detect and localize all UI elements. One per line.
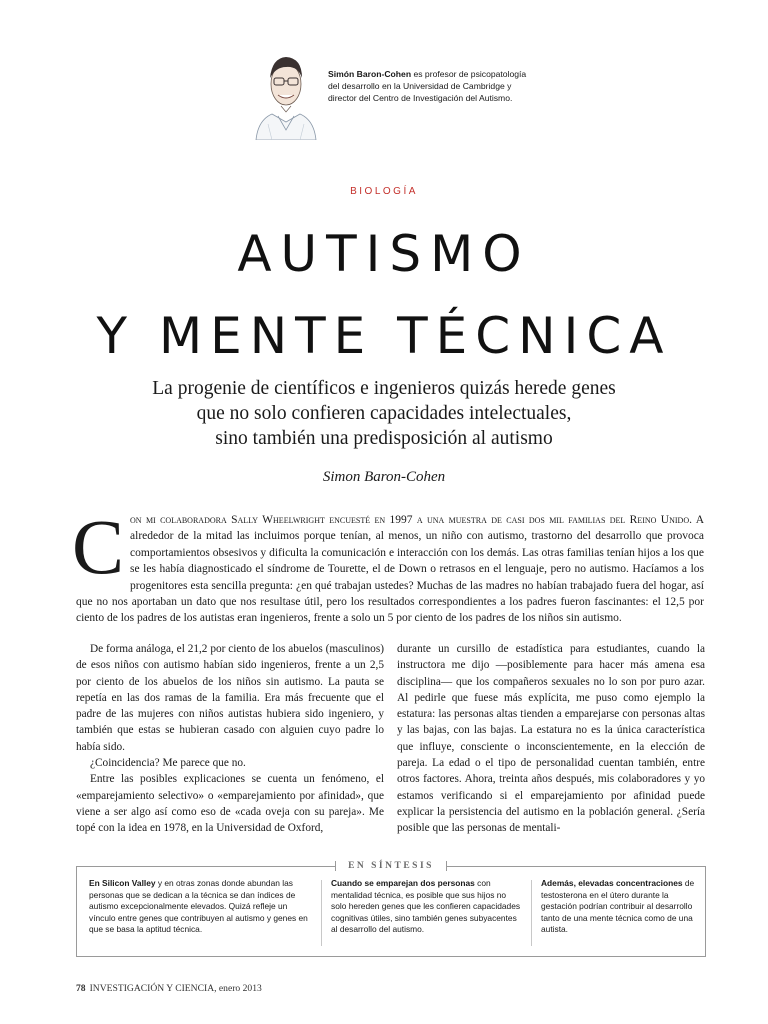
- synthesis-point-lead: Cuando se emparejan dos personas: [331, 878, 475, 888]
- synthesis-point-text: y en otras zonas donde abundan las personas que se dedican a la técnica se dan índices de autismo excepcionalmente elevados. Quizá refleje un vínculo entre genes que contribuyen al autismo y genes en que se basa la aptitud técnica.: [89, 878, 308, 934]
- byline: Simon Baron-Cohen: [322, 469, 446, 485]
- divider: [77, 866, 335, 867]
- page-footer: [76, 983, 262, 994]
- divider: [531, 880, 532, 946]
- body-paragraph: durante un cursillo de estadística para estudiantes, cuando la instructora me dijo —posiblemente para hacer más amena esa disciplina— que los compañeros sexuales no lo son por puro azar. Al pedirle que fuese más explícita, me puso como ejemplo la estatura: las personas altas tienden a emparejarse con personas altas y las bajas, con las bajas. La estatura no es la única característica que influye, consciente o inconscientemente, en la elección de pareja. La edad o el tipo de personalidad cuentan también, entre otros factores. Ahora, treinta años después, mis colaboradores y yo estamos verificando si el emparejamiento por afinidad puede explicar la persistencia del autismo en la población general. ¿Sería posible que las personas de mentali-: [397, 643, 705, 835]
- subtitle-line: sino también una predisposición al autismo: [215, 428, 553, 449]
- synthesis-header: [77, 858, 705, 874]
- synthesis-point-text: de testosterona en el útero durante la gestación podrían contribuir al desarrollo tanto de una mente técnica como de una autista.: [541, 878, 695, 934]
- synthesis-point-2: [331, 878, 521, 936]
- divider: [321, 880, 322, 946]
- body-paragraph: Entre las posibles explicaciones se cuenta un fenómeno, el «emparejamiento selectivo» o «emparejamiento por afinidad», que viene a ser algo así como eso de «cada oveja con su pareja». Me topé con la idea en 1978, en la Universidad de Oxford,: [76, 773, 384, 835]
- lead-paragraph: [72, 503, 705, 627]
- body-paragraph: ¿Coincidencia? Me parece que no.: [90, 757, 246, 770]
- drop-cap: C: [72, 503, 125, 590]
- author-name: Simón Baron-Cohen: [328, 69, 412, 79]
- author-portrait: [248, 40, 324, 140]
- synthesis-heading: EN SÍNTESIS: [348, 861, 434, 871]
- article-title-line-2: Y MENTE TÉCNICA: [96, 307, 672, 365]
- synthesis-box: [76, 861, 706, 957]
- divider: [447, 866, 705, 867]
- author-bio: [328, 68, 538, 104]
- article-title-line-1: AUTISMO: [237, 225, 531, 283]
- publication-info: INVESTIGACIÓN Y CIENCIA, enero 2013: [89, 983, 262, 994]
- synthesis-point-1: [89, 878, 311, 936]
- synthesis-point-3: [541, 878, 697, 936]
- synthesis-point-text: con mentalidad técnica, es posible que sus hijos no solo hereden genes que les confieren capacidades cognitivas útiles, sino también genes subyacentes al desarrollo del autismo.: [331, 878, 521, 934]
- article-subtitle: [84, 376, 684, 451]
- subtitle-line: La progenie de científicos e ingenieros quizás herede genes: [152, 378, 616, 399]
- synthesis-point-lead: Además, elevadas concentraciones: [541, 878, 683, 888]
- section-label: BIOLOGÍA: [350, 186, 418, 197]
- subtitle-line: que no solo confieren capacidades intelectuales,: [196, 403, 572, 424]
- body-paragraph: De forma análoga, el 21,2 por ciento de los abuelos (masculinos) de esos niños con autismo habían sido ingenieros, frente a un 2,5 por ciento de los abuelos de los niños sin autismo. La pauta se repetía en las dos ramas de la familia. Era más frecuente que el padre de las mujeres con niños autistas hubiera sido ingeniero, y también que estas se hubieran casado con alguien cuyo padre lo había sido.: [76, 643, 384, 753]
- body-column-left: [76, 641, 384, 837]
- page-number: 78: [76, 983, 86, 994]
- author-bio-text: es profesor de psicopatología del desarrollo en la Universidad de Cambridge y director del Centro de Investigación del Autismo.: [328, 69, 527, 103]
- lead-smallcaps: on mi colaboradora Sally Wheelwright encuesté en 1997 a una muestra de casi dos mil familias del Reino Unido.: [130, 514, 692, 526]
- lead-text: A alrededor de la mitad las incluimos porque tenían, al menos, un niño con autismo, trastorno del desarrollo que provoca comportamientos obsesivos y dificulta la comunicación e interacción con los demás. Las otras familias tenían hijos a los que se les había diagnosticado el síndrome de Tourette, el de Down o retrasos en el lenguaje, pero no autismo. Hacíamos a los progenitores esta sencilla pregunta: ¿en qué trabajan ustedes? Muchas de las madres no habían trabajado fuera del hogar, así que no nos aportaban un dato que nos resultase útil, pero los resultados correspondientes a los padres fueron fascinantes: el 12,5 por ciento de los padres de los autistas eran ingenieros, frente a solo un 5 por ciento de los padres de los niños sin autismo.: [76, 514, 705, 625]
- synthesis-point-lead: En Silicon Valley: [89, 878, 156, 888]
- body-column-right: [397, 641, 705, 837]
